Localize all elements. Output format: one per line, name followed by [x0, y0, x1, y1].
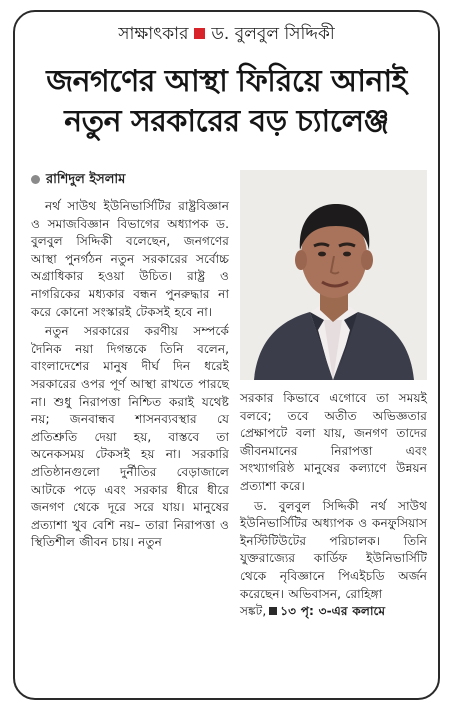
- byline-author: রাশিদুল ইসলাম: [46, 172, 126, 187]
- paragraph: নতুন সরকারের করণীয় সম্পর্কে দৈনিক নয়া দিগন্তকে তিনি বলেন, বাংলাদেশের মানুষ দীর্ঘ দিন ধরেই সরকারের ওপর পূর্ণ আস্থা রাখতে পারছে না। শুধু নিরাপত্তা নিশ্চিত করাই যথেষ্ট নয়; জনবান্ধব শাসনব্যবস্থার যে প্রতিশ্রুতি দেয়া হয়, বাস্তবে তা অনেকসময় টেকসই হয় না। সরকারি প্রতিষ্ঠানগুলো দুর্নীতির বেড়াজালে আটকে পড়ে এবং সরকার ধীরে ধীরে জনগণ থেকে দূরে সরে যায়। মানুষের প্রত্যাশা খুব বেশি নয়– তারা নিরাপত্তা ও স্থিতিশীল জীবন চায়। নতুন: [31, 324, 229, 550]
- article-column-1: [31, 198, 229, 552]
- paragraph: সরকার কিভাবে এগোবে তা সময়ই বলবে; তবে অতীত অভিজ্ঞতার প্রেক্ষাপটে বলা যায়, জনগণ তাদের জীবনমানের নিরাপত্তা এবং সংখ্যাগরিষ্ঠ মানুষের কল্যাণে উন্নয়ন প্রত্যাশা করে।: [240, 391, 427, 493]
- article-frame: [13, 10, 440, 700]
- article-column-2: [240, 390, 427, 621]
- paragraph: ড. বুলবুল সিদ্দিকী নর্থ সাউথ ইউনিভার্সিটির অধ্যাপক ও কনফুসিয়াস ইনস্টিটিউটের পরিচালক। তিনি যুক্তরাজ্যের কার্ডিফ ইউনিভার্সিটি থেকে নৃবিজ্ঞানে পিএইচডি অর্জন করেছেন। অভিবাসন, রোহিঙ্গা: [240, 498, 427, 601]
- portrait-photo: [240, 170, 427, 380]
- grey-dot-icon: [31, 175, 40, 184]
- continuation-line: [240, 603, 427, 621]
- headline: [15, 62, 438, 142]
- black-square-icon: [269, 607, 277, 615]
- kicker-person: ড. বুলবুল সিদ্দিকী: [211, 24, 335, 44]
- byline: [31, 170, 125, 191]
- portrait-illustration: [240, 170, 427, 380]
- paragraph-tail: সঙ্কট,: [240, 604, 267, 619]
- kicker-section: সাক্ষাৎকার: [118, 24, 189, 44]
- kicker: [15, 23, 438, 45]
- paragraph: নর্থ সাউথ ইউনিভার্সিটির রাষ্ট্রবিজ্ঞান ও সমাজবিজ্ঞান বিভাগের অধ্যাপক ড. বুলবুল সিদ্দিকী বলেছেন, জনগণের আস্থা পুনর্গঠন নতুন সরকারের সর্বোচ্চ অগ্রাধিকার হওয়া উচিত। রাষ্ট্র ও নাগরিকের মধ্যকার বন্ধন পুনরুদ্ধার না করে কোনো সংস্কারই টেকসই হবে না।: [31, 199, 229, 319]
- continued-reference[interactable]: ১৩ পৃ: ৩-এর কলামে: [280, 604, 386, 619]
- headline-line-2: নতুন সরকারের বড় চ্যালেঞ্জ: [64, 104, 389, 139]
- headline-line-1: জনগণের আস্থা ফিরিয়ে আনাই: [46, 64, 407, 99]
- red-square-icon: [194, 28, 205, 39]
